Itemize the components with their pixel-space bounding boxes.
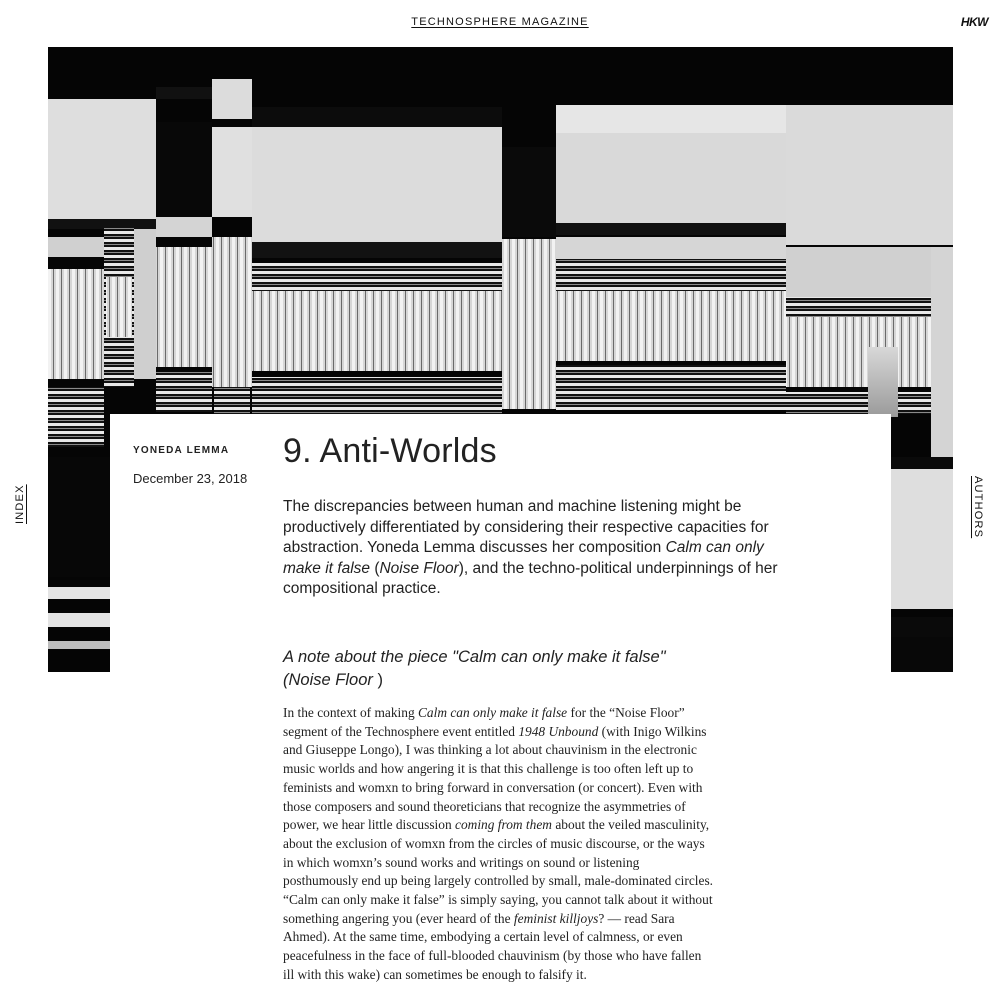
author-name[interactable]: YONEDA LEMMA xyxy=(133,445,230,456)
publication-date: December 23, 2018 xyxy=(133,471,248,486)
site-header xyxy=(0,16,1000,28)
section-subheading: A note about the piece "Calm can only make it false" (Noise Floor ) xyxy=(283,648,666,689)
index-link[interactable]: INDEX xyxy=(14,484,26,524)
authors-link[interactable]: AUTHORS xyxy=(972,476,984,539)
site-title-link[interactable]: TECHNOSPHERE MAGAZINE xyxy=(411,16,589,28)
article-title: 9. Anti-Worlds xyxy=(283,432,497,470)
article-lede: The discrepancies between human and machine listening might be productively differentiated by considering their respective capacities for abstraction. Yoneda Lemma discusses her composition Calm can only make it false (Noise Floor), and the techno-political underpinnings of her compositional practice. xyxy=(283,498,778,597)
article-body-paragraph: In the context of making Calm can only make it false for the “Noise Floor” segment of the Technosphere event entitled 1948 Unbound (with Inigo Wilkins and Giuseppe Longo), I was thinking a lot about chauvinism in the electronic music worlds and how angering it is that this challenge is too often left up to feminists and womxn to bring forward in conversation (or concert). Even with those composers and sound theoreticians that recognize the asymmetries of power, we hear little discussion coming from them about the veiled masculinity, about the exclusion of womxn from the circles of music discourse, or the ways in which womxn’s sound works and writings on sound or listening posthumously end up being largely controlled by small, male-dominated circles. “Calm can only make it false” is simply saying, you cannot talk about it without something angering you (ever heard of the feminist killjoys? — read Sara Ahmed). At the same time, embodying a certain level of calmness, or even peacefulness in the face of full-blooded chauvinism (by those who have fallen ill with this wake) can sometimes be enough to falsify it. xyxy=(283,705,714,982)
hkw-logo[interactable]: HKW xyxy=(960,15,988,29)
